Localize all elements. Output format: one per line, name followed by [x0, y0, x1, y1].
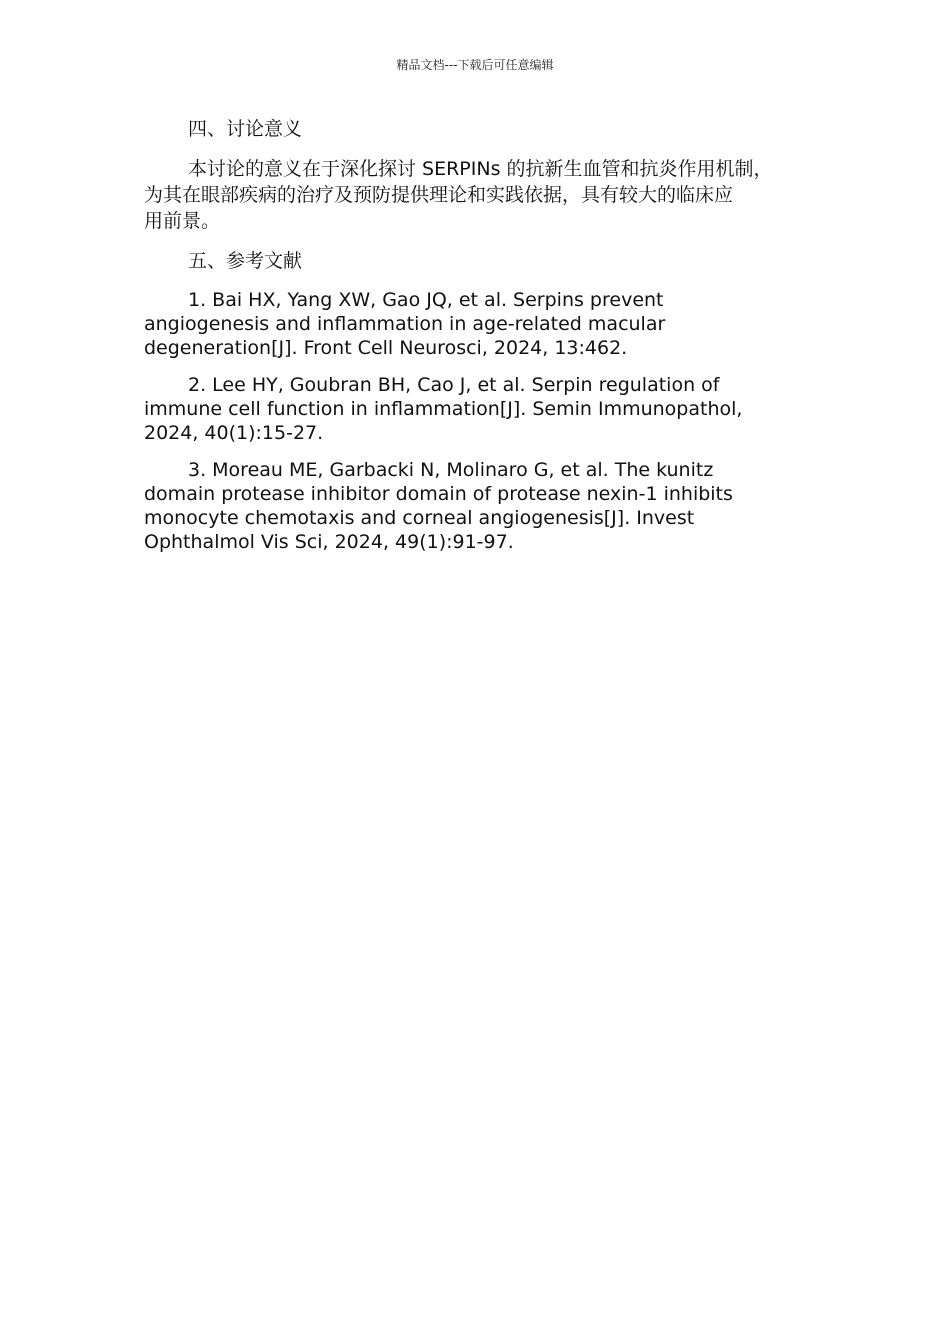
page-header: 精品文档---下载后可任意编辑 [396, 58, 554, 72]
reference-line: 3. Moreau ME, Garbacki N, Molinaro G, et al. The kunitz [188, 459, 714, 481]
reference-item-2 [144, 373, 816, 445]
paragraph-line: 用前景。 [144, 210, 221, 232]
reference-line: 1. Bai HX, Yang XW, Gao JQ, et al. Serpins prevent [188, 289, 664, 311]
reference-line: monocyte chemotaxis and corneal angiogenesis[J]. Invest [144, 507, 695, 529]
document-body [144, 116, 816, 567]
reference-line: immune cell function in inflammation[J]. Semin Immunopathol, [144, 398, 743, 420]
section-heading-discussion: 四、讨论意义 [188, 118, 303, 140]
section-heading-references: 五、参考文献 [188, 250, 303, 272]
reference-line: domain protease inhibitor domain of protease nexin-1 inhibits [144, 483, 733, 505]
paragraph-line: 为其在眼部疾病的治疗及预防提供理论和实践依据，具有较大的临床应 [144, 184, 734, 206]
reference-line: degeneration[J]. Front Cell Neurosci, 2024, 13:462. [144, 337, 628, 359]
reference-line: 2. Lee HY, Goubran BH, Cao J, et al. Serpin regulation of [188, 374, 720, 396]
reference-item-3 [144, 458, 816, 554]
reference-line: Ophthalmol Vis Sci, 2024, 49(1):91-97. [144, 531, 514, 553]
reference-item-1 [144, 288, 816, 360]
discussion-paragraph [144, 156, 816, 234]
reference-line: 2024, 40(1):15-27. [144, 422, 324, 444]
paragraph-line: 本讨论的意义在于深化探讨 SERPINs 的抗新生血管和抗炎作用机制， [188, 158, 773, 180]
reference-line: angiogenesis and inflammation in age-related macular [144, 313, 666, 335]
